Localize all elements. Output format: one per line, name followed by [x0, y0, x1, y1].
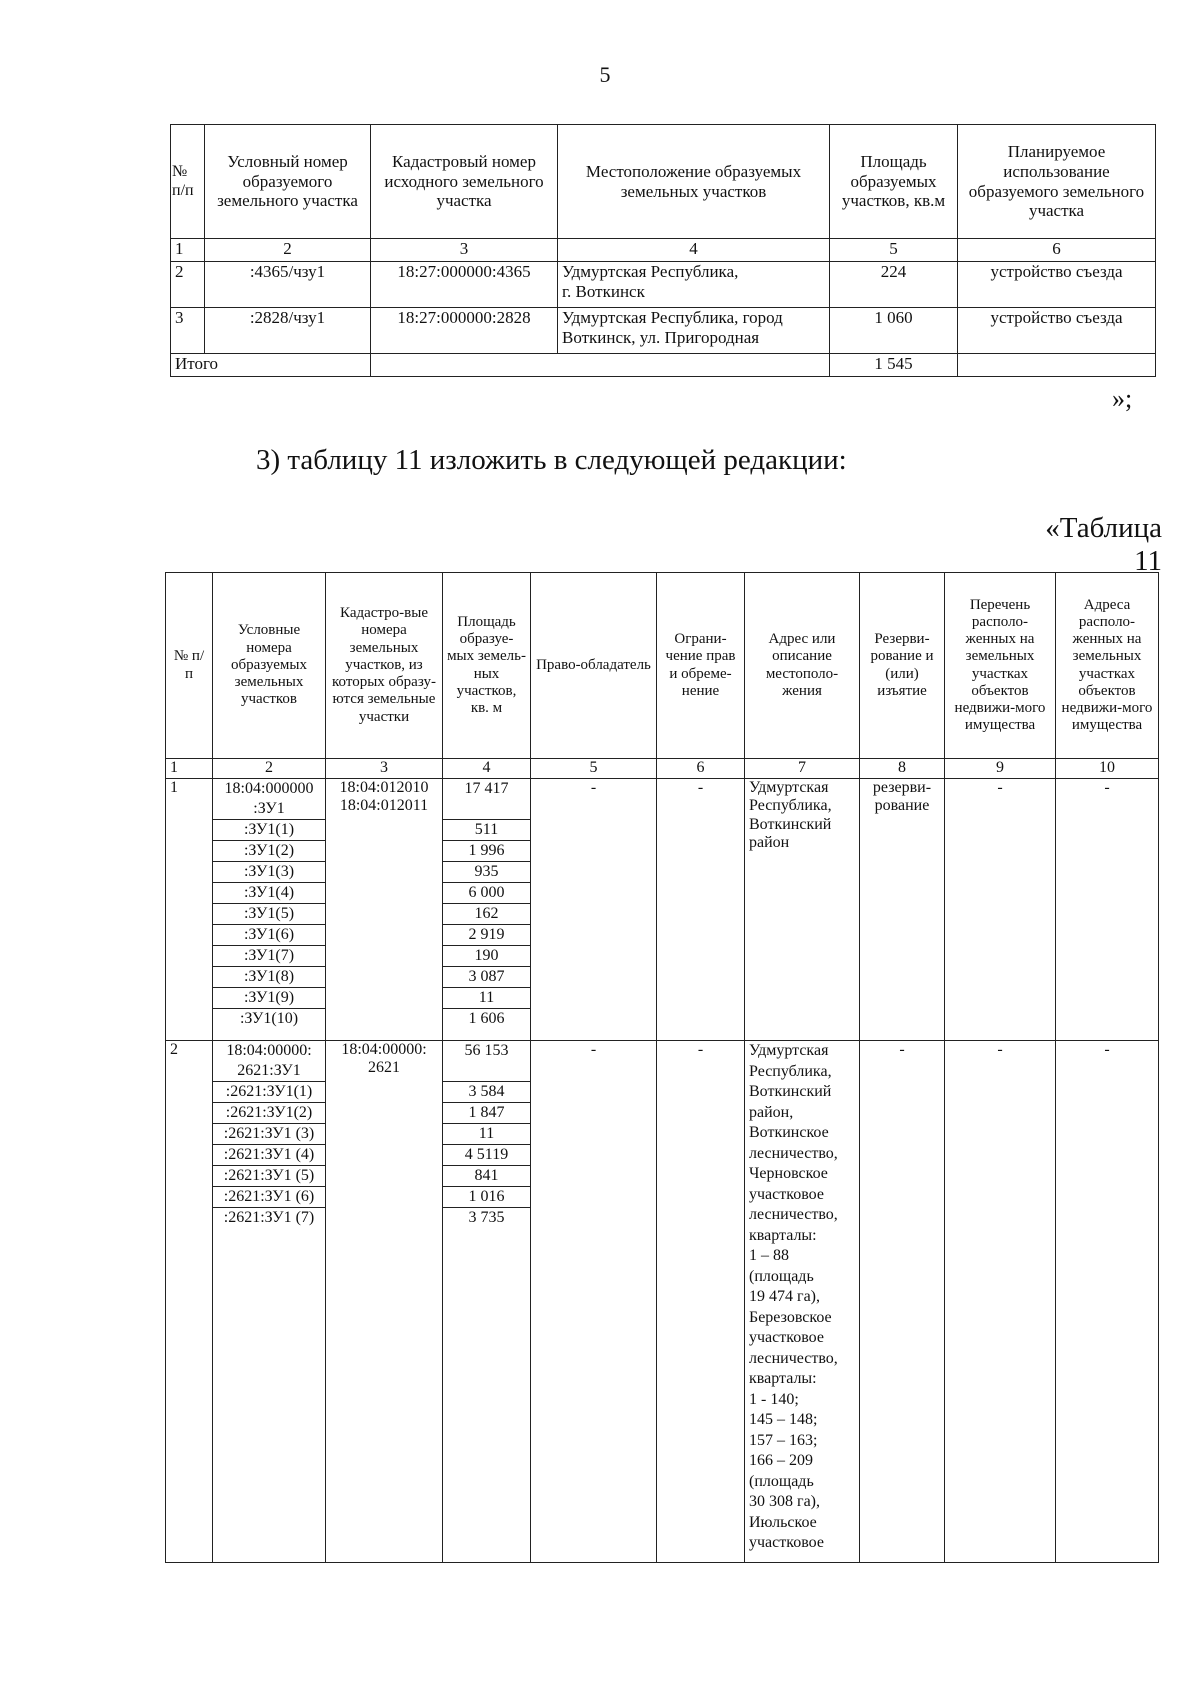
restriction: - — [657, 779, 745, 1041]
area: 1 060 — [830, 308, 958, 354]
sub-parcel-number: :2621:ЗУ1 (6) — [213, 1187, 325, 1208]
header-cell: Перечень располо-женных на земельных участках объектов недвижи-мого имущества — [945, 573, 1056, 759]
sub-parcel-number: :2621:ЗУ1(1) — [213, 1082, 325, 1103]
sub-parcel-number: :ЗУ1(9) — [213, 988, 325, 1009]
conditional-number: :2828/чзу1 — [205, 308, 371, 354]
sub-parcel-number: :ЗУ1(10) — [213, 1009, 325, 1030]
sub-parcel-number: :2621:ЗУ1 (3) — [213, 1124, 325, 1145]
column-number: 1 — [166, 759, 213, 779]
right-holder: - — [531, 1041, 657, 1563]
header-cell: Резерви-рование и (или) изъятие — [860, 573, 945, 759]
restriction: - — [657, 1041, 745, 1563]
column-number: 9 — [945, 759, 1056, 779]
header-cell: Право-обладатель — [531, 573, 657, 759]
row-number: 3 — [171, 308, 205, 354]
column-number: 10 — [1056, 759, 1159, 779]
conditional-numbers-cell — [213, 779, 326, 1041]
main-conditional-number: 18:04:00000: 2621:ЗУ1 — [226, 1042, 312, 1079]
table-row — [171, 308, 1156, 354]
table-10-header-row — [171, 125, 1156, 239]
sub-parcel-area: 6 000 — [443, 883, 530, 904]
table-11-number-row — [166, 759, 1159, 779]
objects-addresses: - — [1056, 1041, 1159, 1563]
address-description: Удмуртская Республика, Воткинский район — [745, 779, 860, 1041]
areas-cell — [443, 779, 531, 1041]
location: Удмуртская Республика, г. Воткинск — [558, 262, 830, 308]
sub-area-list — [443, 819, 530, 1029]
sub-parcel-number: :ЗУ1(7) — [213, 946, 325, 967]
header-cell: Адреса располо-женных на земельных участках объектов недвижи-мого имущества — [1056, 573, 1159, 759]
location: Удмуртская Республика, город Воткинск, ул. Пригородная — [558, 308, 830, 354]
column-number: 3 — [326, 759, 443, 779]
column-number: 1 — [171, 239, 205, 262]
sub-parcel-number: :2621:ЗУ1 (5) — [213, 1166, 325, 1187]
planned-use: устройство съезда — [958, 308, 1156, 354]
header-cell: Площадь образуе-мых земель-ных участков, кв. м — [443, 573, 531, 759]
sub-parcel-area: 4 5119 — [443, 1145, 530, 1166]
header-cell: Планируемое использование образуемого земельного участка — [958, 125, 1156, 239]
header-cell: Условный номер образуемого земельного участка — [205, 125, 371, 239]
column-number: 6 — [657, 759, 745, 779]
sub-parcel-area: 841 — [443, 1166, 530, 1187]
objects-addresses: - — [1056, 779, 1159, 1041]
sub-parcel-area: 162 — [443, 904, 530, 925]
reservation: - — [860, 1041, 945, 1563]
conditional-numbers-cell — [213, 1041, 326, 1563]
header-cell: Адрес или описание местополо-жения — [745, 573, 860, 759]
column-number: 3 — [371, 239, 558, 262]
sub-parcel-area: 11 — [443, 988, 530, 1009]
main-conditional-number: 18:04:000000 :ЗУ1 — [224, 780, 314, 817]
row-number: 2 — [171, 262, 205, 308]
sub-parcel-area: 190 — [443, 946, 530, 967]
header-cell: № п/п — [171, 125, 205, 239]
sub-parcel-number: :ЗУ1(5) — [213, 904, 325, 925]
sub-parcel-area: 3 087 — [443, 967, 530, 988]
objects-list: - — [945, 1041, 1056, 1563]
column-number: 7 — [745, 759, 860, 779]
sub-parcel-area: 1 016 — [443, 1187, 530, 1208]
table-title: «Таблица 11 — [1045, 512, 1162, 577]
planned-use: устройство съезда — [958, 262, 1156, 308]
cadastral-number: 18:27:000000:4365 — [371, 262, 558, 308]
sub-parcel-area: 1 847 — [443, 1103, 530, 1124]
sub-parcel-area: 1 606 — [443, 1009, 530, 1030]
instruction-text: 3) таблицу 11 изложить в следующей редакции: — [256, 444, 847, 476]
table-11-header-row — [166, 573, 1159, 759]
sub-parcel-number: :ЗУ1(3) — [213, 862, 325, 883]
sub-area-list — [443, 1081, 530, 1228]
closing-quote: »; — [1112, 384, 1133, 413]
page-number: 5 — [599, 62, 611, 87]
sub-parcel-number: :2621:ЗУ1 (7) — [213, 1208, 325, 1229]
column-number: 8 — [860, 759, 945, 779]
column-number: 2 — [205, 239, 371, 262]
reservation: резерви- рование — [860, 779, 945, 1041]
column-number: 5 — [531, 759, 657, 779]
sub-parcel-list — [213, 1081, 325, 1228]
sub-parcel-number: :2621:ЗУ1 (4) — [213, 1145, 325, 1166]
header-cell: Кадастро-вые номера земельных участков, из которых образу-ются земельные участки — [326, 573, 443, 759]
column-number: 6 — [958, 239, 1156, 262]
header-cell: Ограни-чение прав и обреме-нение — [657, 573, 745, 759]
sub-parcel-area: 2 919 — [443, 925, 530, 946]
column-number: 4 — [558, 239, 830, 262]
source-cadastral-numbers: 18:04:012010 18:04:012011 — [326, 779, 443, 1041]
header-cell: Площадь образуемых участков, кв.м — [830, 125, 958, 239]
areas-cell — [443, 1041, 531, 1563]
main-area: 56 153 — [464, 1042, 509, 1059]
row-number: 1 — [166, 779, 213, 1041]
main-area: 17 417 — [464, 780, 509, 797]
sub-parcel-number: :ЗУ1(8) — [213, 967, 325, 988]
sub-parcel-number: :ЗУ1(6) — [213, 925, 325, 946]
sub-parcel-area: 935 — [443, 862, 530, 883]
total-empty — [958, 354, 1156, 377]
sub-parcel-list — [213, 819, 325, 1029]
total-area: 1 545 — [830, 354, 958, 377]
table-row — [166, 1041, 1159, 1563]
column-number: 5 — [830, 239, 958, 262]
total-row — [171, 354, 1156, 377]
sub-parcel-area: 1 996 — [443, 841, 530, 862]
objects-list: - — [945, 779, 1056, 1041]
sub-parcel-number: :ЗУ1(1) — [213, 820, 325, 841]
source-cadastral-numbers: 18:04:00000: 2621 — [326, 1041, 443, 1563]
header-cell: Местоположение образуемых земельных участков — [558, 125, 830, 239]
header-cell: Условные номера образуемых земельных участков — [213, 573, 326, 759]
column-number: 2 — [213, 759, 326, 779]
area: 224 — [830, 262, 958, 308]
conditional-number: :4365/чзу1 — [205, 262, 371, 308]
cadastral-number: 18:27:000000:2828 — [371, 308, 558, 354]
sub-parcel-area: 511 — [443, 820, 530, 841]
column-number: 4 — [443, 759, 531, 779]
table-10-number-row — [171, 239, 1156, 262]
sub-parcel-area: 3 584 — [443, 1082, 530, 1103]
table-10 — [170, 124, 1156, 377]
table-row — [171, 262, 1156, 308]
table-row — [166, 779, 1159, 1041]
sub-parcel-number: :2621:ЗУ1(2) — [213, 1103, 325, 1124]
row-number: 2 — [166, 1041, 213, 1563]
total-label: Итого — [171, 354, 371, 377]
sub-parcel-area: 11 — [443, 1124, 530, 1145]
sub-parcel-number: :ЗУ1(4) — [213, 883, 325, 904]
address-description: Удмуртская Республика, Воткинский район, Воткинское лесничество, Черновское участковое лесничество, кварталы: 1 – 88 (площадь 19 474 га), Березовское участковое лесничество, кварталы: 1 - 140; 145 – 148; 157 – 163; 166 – 209 (площадь 30 308 га), Июльское участковое — [745, 1041, 860, 1563]
header-cell: Кадастровый номер исходного земельного участка — [371, 125, 558, 239]
sub-parcel-number: :ЗУ1(2) — [213, 841, 325, 862]
right-holder: - — [531, 779, 657, 1041]
total-empty — [371, 354, 830, 377]
header-cell: № п/п — [166, 573, 213, 759]
table-11 — [165, 572, 1159, 1563]
sub-parcel-area: 3 735 — [443, 1208, 530, 1229]
